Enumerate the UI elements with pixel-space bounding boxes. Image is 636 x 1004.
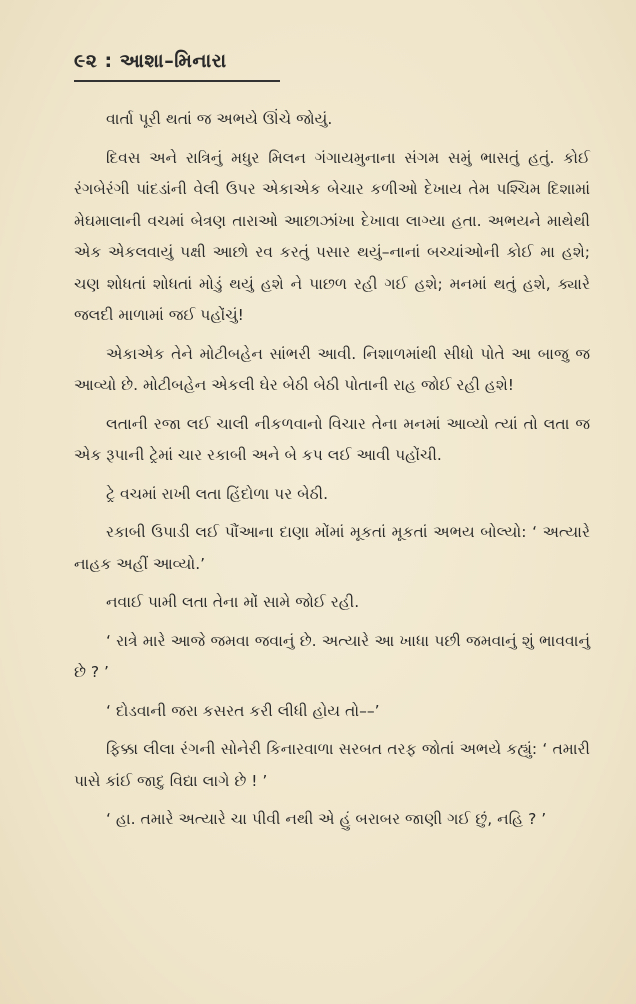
paragraph: રકાબી ઉપાડી લઈ પૌંઆના દાણા મોંમાં મૂકતાં મૂકતાં અભય બોલ્યો: ‘ અત્યારે નાહક અહીં આવ્યો.’ [74, 523, 590, 573]
paragraph: ફિક્કા લીલા રંગની સોનેરી કિનારવાળા સરબત તરફ જોતાં અભયે કહ્યું: ‘ તમારી પાસે કાંઈ જાદુ વિદ્યા લાગે છે ! ’ [74, 740, 590, 790]
paragraph: નવાઈ પામી લતા તેના મોં સામે જોઈ રહી. [106, 593, 360, 611]
body-text [74, 104, 590, 843]
paragraph: દિવસ અને રાત્રિનું મધુર મિલન ગંગાયમુનાના સંગમ સમું ભાસતું હતું. કોઈ રંગબેરંગી પાંદડાંની વેલી ઉપર એકાએક બેચાર કળીઓ દેખાય તેમ પશ્ચિમ દિશામાં મેઘમાલાની વચમાં બેત્રણ તારાઓ આછાઝાંખા દેખાવા લાગ્યા હતા. અભયને માથેથી એક એકલવાયું પક્ષી આછો રવ કરતું પસાર થયું–નાનાં બચ્ચાંઓની કોઈ મા હશે; ચણ શોધતાં શોધતાં મોડું થયું હશે ને પાછળ રહી ગઈ હશે; મનમાં થતું હશે, ક્યારે જલદી માળામાં જઈ પહોંચું! [74, 148, 590, 324]
paragraph: લતાની રજા લઈ ચાલી નીકળવાનો વિચાર તેના મનમાં આવ્યો ત્યાં તો લતા જ એક રૂપાની ટ્રેમાં ચાર રકાબી અને બે કપ લઈ આવી પહોંચી. [74, 414, 590, 464]
paragraph: વાર્તા પૂરી થતાં જ અભયે ઊંચે જોયું. [106, 110, 333, 128]
paragraph: એકાએક તેને મોટીબહેન સાંભરી આવી. નિશાળમાંથી સીધો પોતે આ બાજુ જ આવ્યો છે. મોટીબહેન એકલી ઘેર બેઠી બેઠી પોતાની રાહ જોઈ રહી હશે! [74, 344, 590, 394]
paragraph: ટ્રે વચમાં રાખી લતા હિંદોળા પર બેઠી. [106, 484, 329, 503]
paragraph: ‘ હા. તમારે અત્યારે ચા પીવી નથી એ હું બરાબર જાણી ગઈ છું, નહિ ? ’ [106, 810, 547, 828]
running-header: ૯૨ : આશા–મિનારા [74, 50, 227, 72]
paragraph: ‘ રાત્રે મારે આજે જમવા જવાનું છે. અત્યારે આ ખાધા પછી જમવાનું શું ભાવવાનું છે ? ’ [74, 631, 590, 681]
header-underline [74, 80, 280, 82]
paragraph: ‘ દોડવાની જરા કસરત કરી લીધી હોય તો––’ [106, 701, 380, 720]
